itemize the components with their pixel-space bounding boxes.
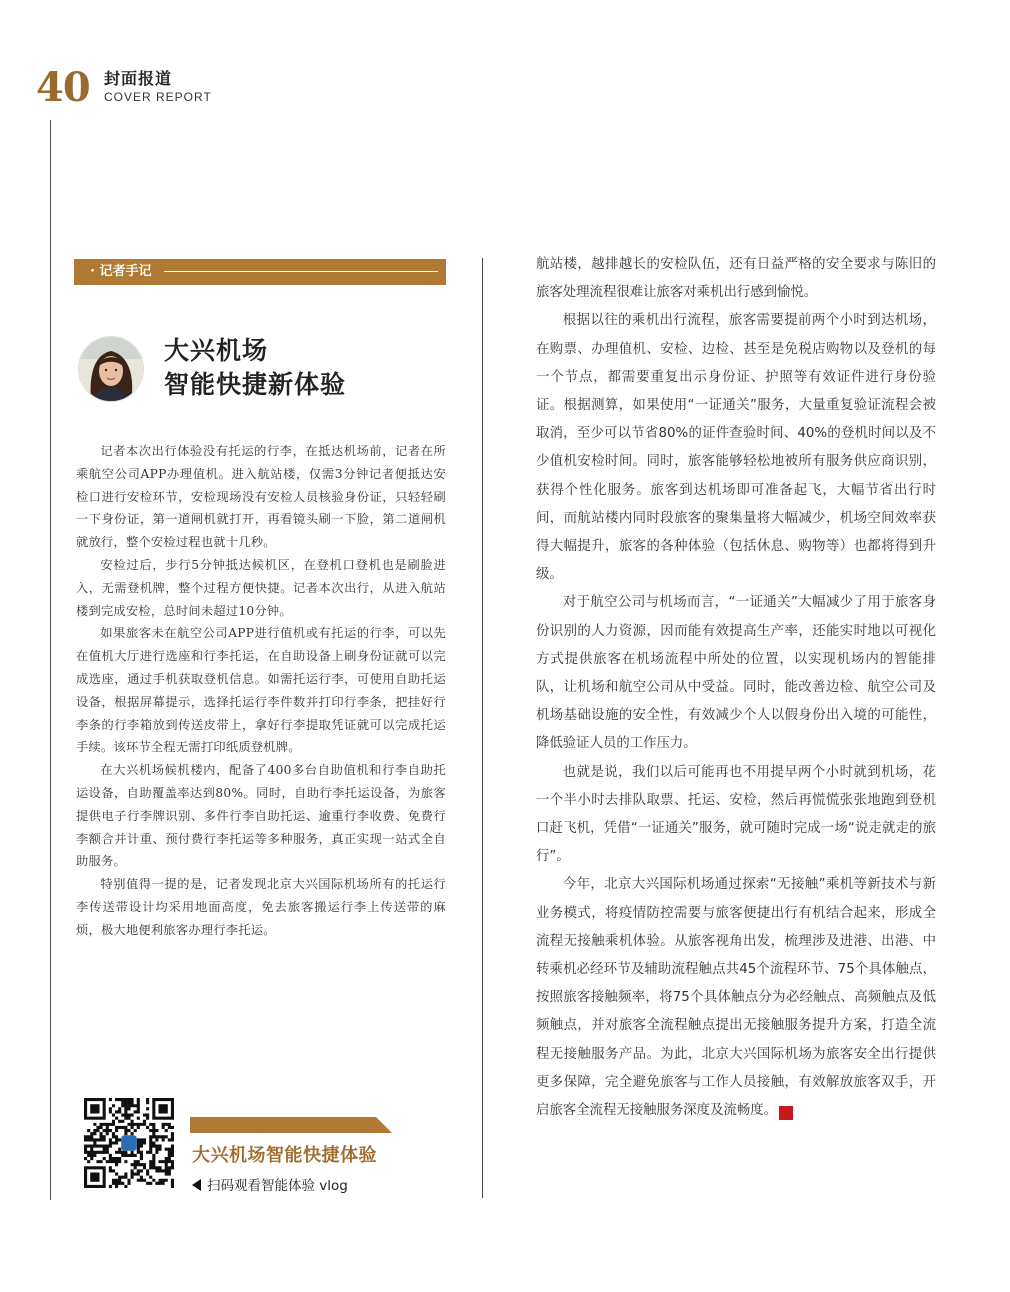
article-title bbox=[164, 334, 346, 402]
journal-paragraph: 如果旅客未在航空公司APP进行值机或有托运的行李，可以先在值机大厅进行选座和行李托运，在自助设备上刷身份证就可以完成选座，通过手机获取登机信息。如需托运行李，可使用自助托运设备，根据屏幕提示，选择托运行李件数并打印行李条，把挂好行李条的行李箱放到传送皮带上，拿好行李提取凭证就可以完成托运手续。该环节全程无需打印纸质登机牌。 bbox=[76, 626, 446, 755]
section-title: 封面报道 bbox=[104, 69, 173, 88]
column-tag-label: · 记者手记 bbox=[90, 264, 152, 279]
author-portrait-image bbox=[79, 337, 143, 401]
left-margin-rule bbox=[50, 120, 51, 1200]
qr-code-image[interactable] bbox=[84, 1098, 174, 1188]
qr-title: 大兴机场智能快捷体验 bbox=[192, 1145, 377, 1166]
journal-column bbox=[76, 440, 446, 942]
qr-title-bar bbox=[190, 1117, 392, 1133]
body-paragraph: 根据以往的乘机出行流程，旅客需要提前两个小时到达机场，在购票、办理值机、安检、边检、甚至是免税店购物以及登机的每一个节点，都需要重复出示身份证、护照等有效证件进行身份验证。根据测算，如果使用“一证通关”服务，大量重复验证流程会被取消，至少可以节省80%的证件查验时间、40%的登机时间以及不少值机安检时间。同时，旅客能够轻松地被所有服务供应商识别，获得个性化服务。旅客到达机场即可准备起飞，大幅节省出行时间，而航站楼内同时段旅客的聚集量将大幅减少，机场空间效率获得大幅提升，旅客的各种体验（包括休息、购物等）也都将得到升级。 bbox=[536, 313, 936, 583]
journal-paragraph: 记者本次出行体验没有托运的行李，在抵达机场前，记者在所乘航空公司APP办理值机。进入航站楼，仅需3分钟记者便抵达安检口进行安检环节，安检现场没有安检人员核验身份证，只轻轻刷一下身份证，第一道闸机就打开，再看镜头刷一下脸，第二道闸机就放行，整个安检过程也就十几秒。 bbox=[76, 444, 446, 550]
left-arrow-icon bbox=[192, 1179, 201, 1191]
journal-paragraph: 安检过后，步行5分钟抵达候机区，在登机口登机也是刷脸进入，无需登机牌，整个过程方便快捷。记者本次出行，从进入航站楼到完成安检，总时间未超过10分钟。 bbox=[76, 557, 446, 618]
page-number: 40 bbox=[36, 64, 90, 111]
body-paragraph: 也就是说，我们以后可能再也不用提早两个小时就到机场，花一个半小时去排队取票、托运、安检，然后再慌慌张张地跑到登机口赶飞机，凭借“一证通关”服务，就可随时完成一场“说走就走的旅行”。 bbox=[536, 764, 936, 865]
qr-caption-text: 扫码观看智能体验 vlog bbox=[207, 1178, 348, 1194]
article-title-line-2: 智能快捷新体验 bbox=[164, 370, 347, 399]
body-paragraph-text: 今年，北京大兴国际机场通过探索“无接触”乘机等新技术与新业务模式，将疫情防控需要与旅客便捷出行有机结合起来，形成全流程无接触乘机体验。从旅客视角出发，梳理涉及进港、出港、中转乘机必经环节及辅助流程触点共45个流程环节、75个具体触点，按照旅客接触频率，将75个具体触点分为必经触点、高频触点及低频触点，并对旅客全流程触点提出无接触服务提升方案，打造全流程无接触服务产品。为此，北京大兴国际机场为旅客安全出行提供更多保障，完全避免旅客与工作人员接触，有效解放旅客双手，开启旅客全流程无接触服务深度及流畅度。 bbox=[536, 877, 936, 1119]
section-subtitle: COVER REPORT bbox=[104, 90, 212, 104]
journal-paragraph: 特别值得一提的是，记者发现北京大兴国际机场所有的托运行李传送带设计均采用地面高度，免去旅客搬运行李上传送带的麻烦，极大地便利旅客办理行李托运。 bbox=[76, 877, 446, 937]
qr-caption bbox=[192, 1176, 348, 1196]
journal-paragraph: 在大兴机场候机楼内，配备了400多台自助值机和行李自助托运设备，自助覆盖率达到80%。同时，自助行李托运设备，为旅客提供电子行李牌识别、多件行李自助托运、逾重行李收费、免费行李额合并计重、预付费行李托运等多种服务，真正实现一站式全自助服务。 bbox=[76, 763, 446, 869]
author-photo bbox=[78, 336, 144, 402]
column-tag-rule bbox=[164, 271, 438, 272]
body-paragraph: 航站楼，越排越长的安检队伍，还有日益严格的安全要求与陈旧的旅客处理流程很难让旅客对乘机出行感到愉悦。 bbox=[536, 257, 936, 301]
body-paragraph-last bbox=[536, 871, 936, 1125]
body-column bbox=[536, 251, 936, 1125]
body-paragraph: 对于航空公司与机场而言，“一证通关”大幅减少了用于旅客身份识别的人力资源，因而能有效提高生产率，还能实时地以可视化方式提供旅客在机场流程中所处的位置，以实现机场内的智能排队，让机场和航空公司从中受益。同时，能改善边检、航空公司及机场基础设施的安全性，有效减少个人以假身份出入境的可能性，降低验证人员的工作压力。 bbox=[536, 595, 936, 752]
article-title-line-1: 大兴机场 bbox=[164, 336, 269, 365]
column-divider bbox=[482, 258, 483, 1198]
column-tag-bar bbox=[74, 259, 446, 285]
end-mark-icon: S bbox=[779, 1106, 793, 1120]
